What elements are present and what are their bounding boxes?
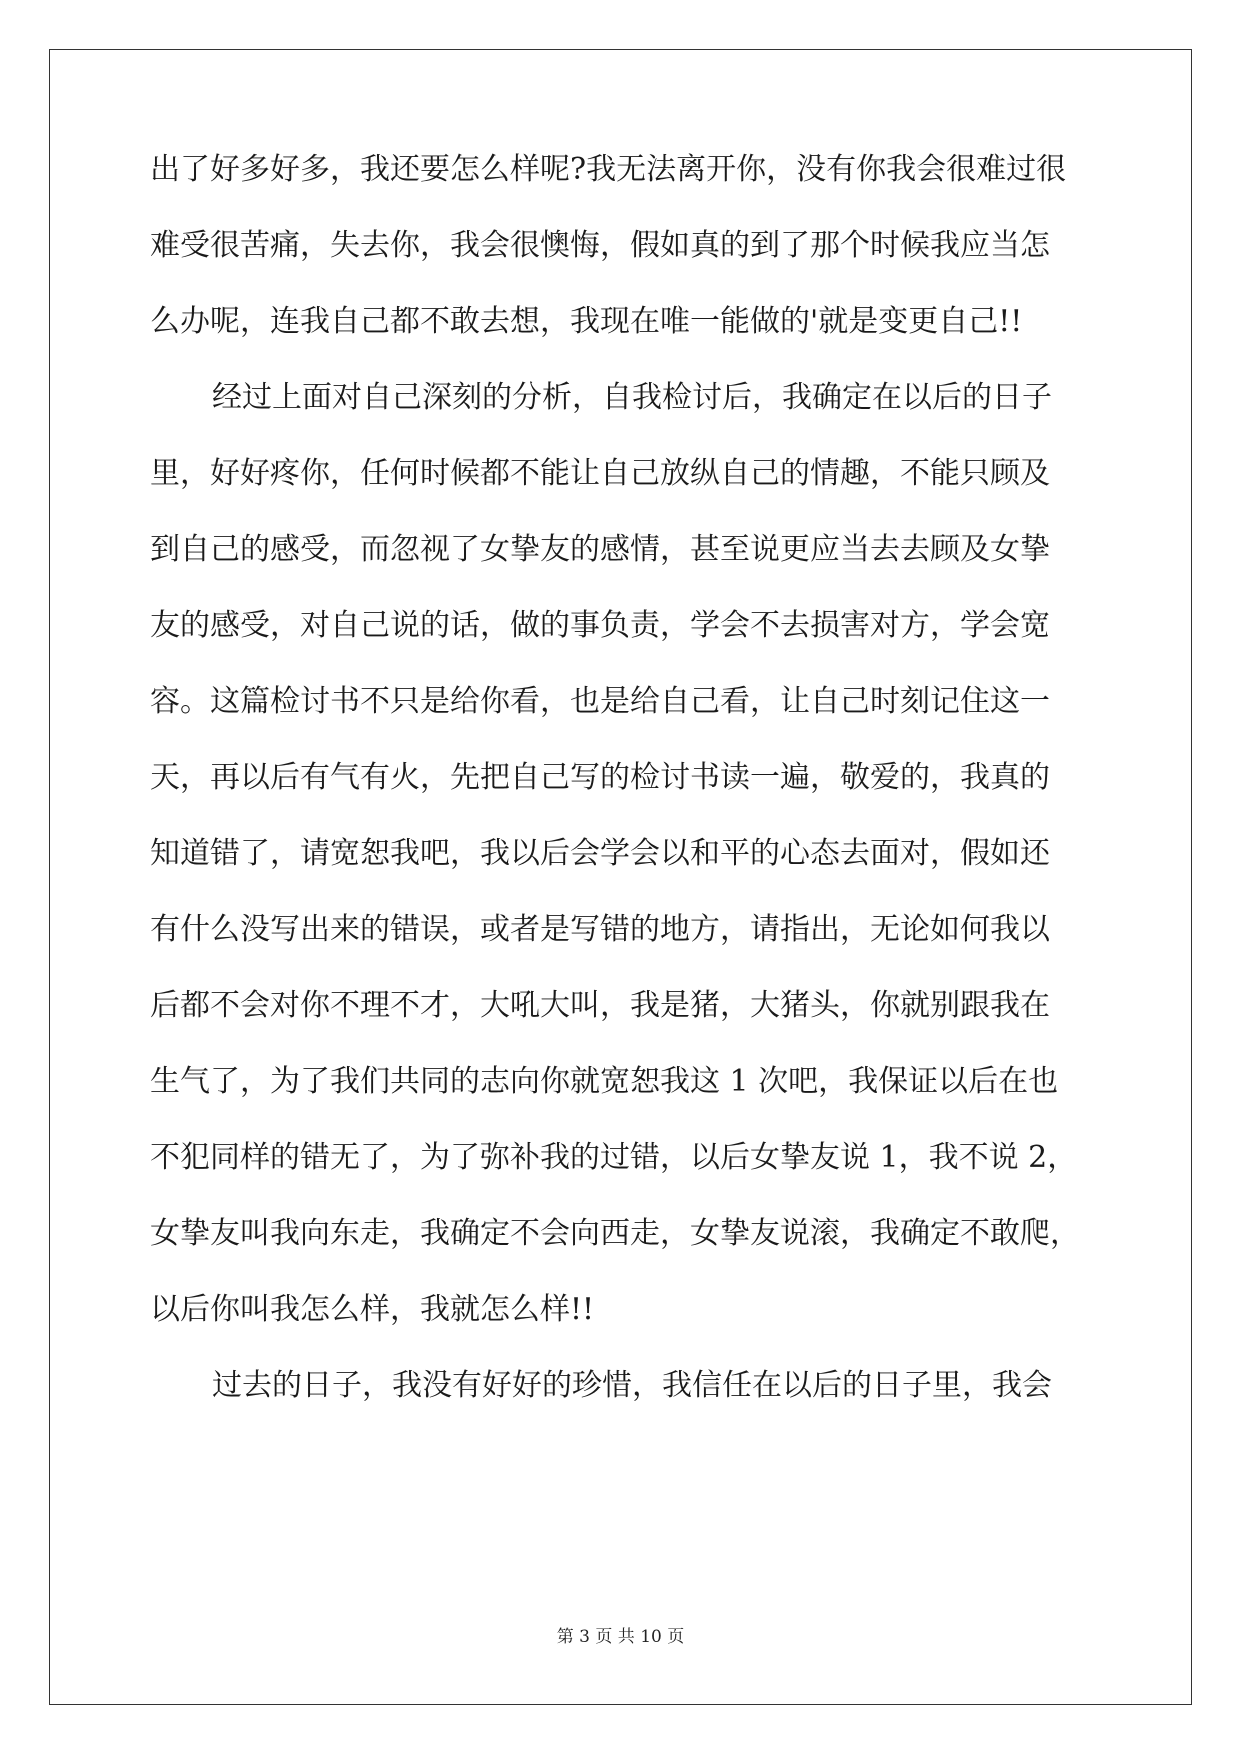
text-line: 友的感受，对自己说的话，做的事负责，学会不去损害对方，学会宽	[150, 608, 1050, 643]
text-line: 天，再以后有气有火，先把自己写的检讨书读一遍，敬爱的，我真的	[150, 760, 1050, 795]
paragraph-start-line: 经过上面对自己深刻的分析，自我检讨后，我确定在以后的日子	[212, 380, 1052, 415]
text-line: 么办呢，连我自己都不敢去想，我现在唯一能做的'就是变更自己!!	[150, 304, 1023, 339]
text-line: 不犯同样的错无了，为了弥补我的过错，以后女挚友说 1，我不说 2，	[150, 1140, 1078, 1175]
text-line: 出了好多好多，我还要怎么样呢?我无法离开你，没有你我会很难过很	[150, 152, 1067, 187]
paragraph-start-line: 过去的日子，我没有好好的珍惜，我信任在以后的日子里，我会	[212, 1368, 1052, 1403]
text-line: 容。这篇检讨书不只是给你看，也是给自己看，让自己时刻记住这一	[150, 684, 1050, 719]
text-line: 女挚友叫我向东走，我确定不会向西走，女挚友说滚，我确定不敢爬，	[150, 1216, 1080, 1251]
page-border	[49, 49, 1192, 1705]
text-line: 里，好好疼你，任何时候都不能让自己放纵自己的情趣，不能只顾及	[150, 456, 1050, 491]
text-line: 后都不会对你不理不才，大吼大叫，我是猪，大猪头，你就别跟我在	[150, 988, 1050, 1023]
text-line: 生气了，为了我们共同的志向你就宽恕我这 1 次吧，我保证以后在也	[150, 1064, 1059, 1099]
text-line: 知道错了，请宽恕我吧，我以后会学会以和平的心态去面对，假如还	[150, 836, 1050, 871]
text-line: 有什么没写出来的错误，或者是写错的地方，请指出，无论如何我以	[150, 912, 1050, 947]
page-number-footer: 第 3 页 共 10 页	[556, 1627, 685, 1647]
text-line: 到自己的感受，而忽视了女挚友的感情，甚至说更应当去去顾及女挚	[150, 532, 1050, 567]
text-line: 以后你叫我怎么样，我就怎么样!!	[150, 1292, 595, 1327]
text-line: 难受很苦痛，失去你，我会很懊悔，假如真的到了那个时候我应当怎	[150, 228, 1050, 263]
